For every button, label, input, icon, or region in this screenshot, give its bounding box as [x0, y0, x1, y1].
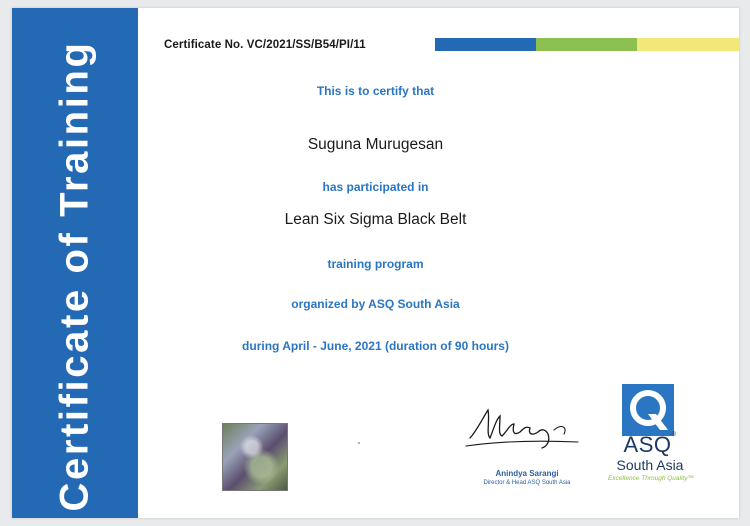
- mark-dot: [358, 442, 360, 444]
- certificate-page: [12, 8, 739, 518]
- recipient-name: Suguna Murugesan: [307, 136, 444, 153]
- participated-text: has participated in: [322, 180, 429, 194]
- signature: [464, 402, 584, 460]
- asq-logo-tagline: Excellence Through Quality™: [608, 475, 694, 482]
- asq-logo-region: South Asia: [616, 457, 684, 473]
- asq-logo-text: ASQ: [623, 432, 672, 457]
- asq-logo-icon: [622, 384, 674, 436]
- program-type: training program: [327, 257, 424, 271]
- program-name: Lean Six Sigma Black Belt: [284, 211, 467, 228]
- hologram-seal: [222, 423, 288, 491]
- asq-logo-name: [612, 432, 688, 458]
- side-band: [12, 8, 138, 518]
- header-strip-blue: [435, 38, 536, 51]
- organizer-text: organized by ASQ South Asia: [291, 297, 460, 311]
- certify-intro: This is to certify that: [316, 84, 435, 98]
- header-strip-yellow: [637, 38, 739, 51]
- header-strip-green: [536, 38, 637, 51]
- asq-trademark: ®: [671, 432, 677, 438]
- certificate-number: Certificate No. VC/2021/SS/B54/PI/11: [164, 39, 366, 51]
- signatory-role: Director & Head ASQ South Asia: [483, 480, 571, 486]
- duration-text: during April - June, 2021 (duration of 90 hours): [242, 339, 509, 353]
- signatory-name: Anindya Sarangi: [495, 469, 559, 478]
- certificate-title: Certificate of Training: [52, 40, 97, 512]
